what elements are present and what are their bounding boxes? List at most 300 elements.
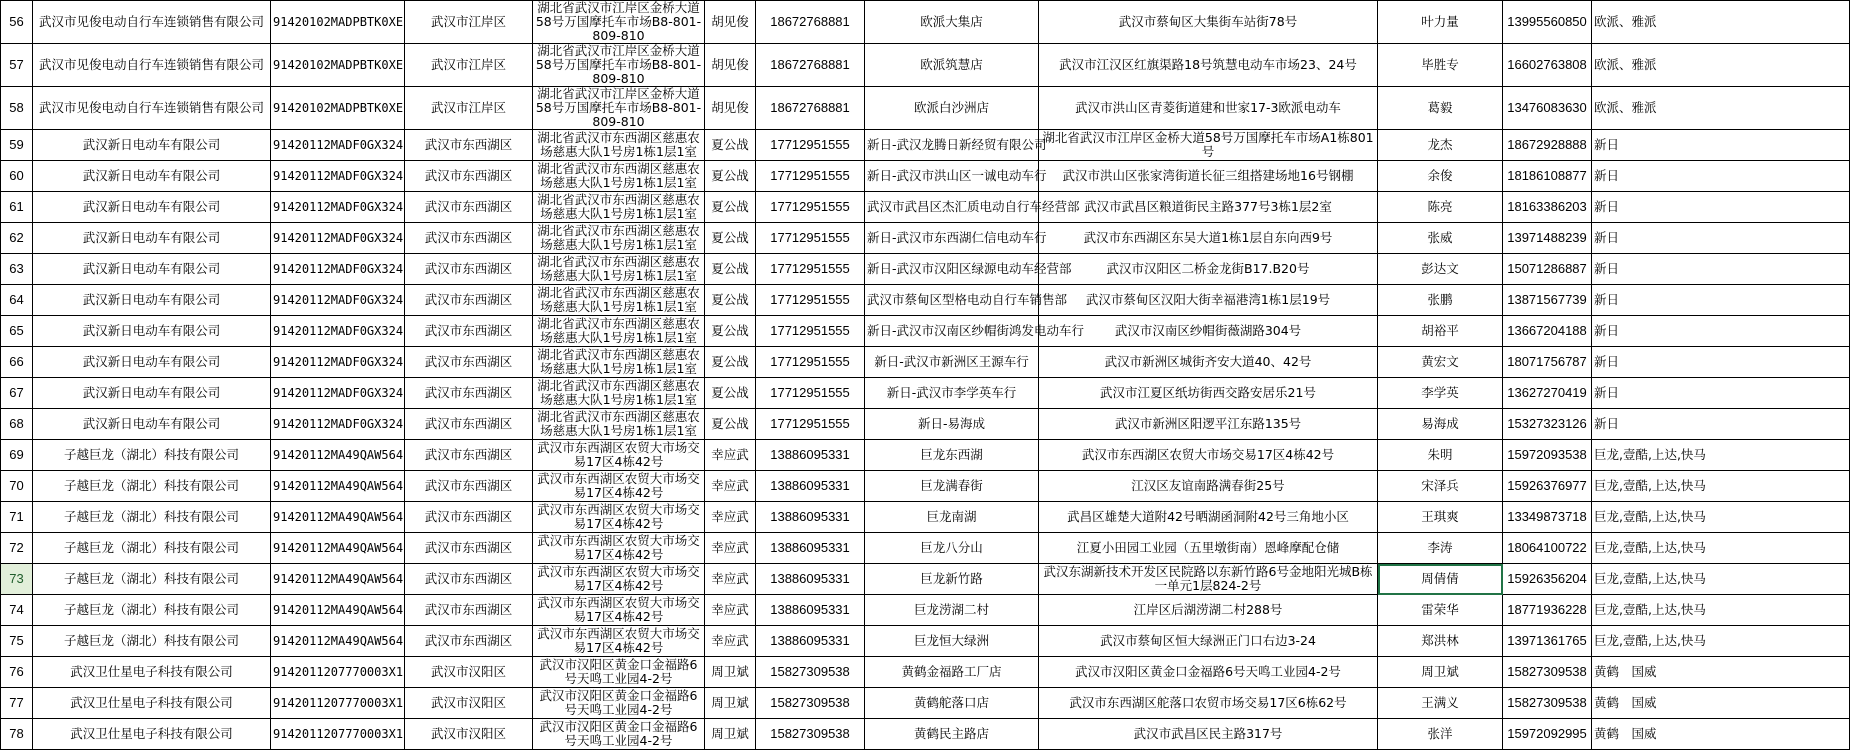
brand-cell[interactable]: 巨龙,壹酷,上达,快马: [1592, 564, 1850, 595]
legal-phone-cell[interactable]: 17712951555: [756, 130, 865, 161]
contact-phone-cell[interactable]: 18672928888: [1503, 130, 1592, 161]
company-name-cell[interactable]: 武汉新日电动车有限公司: [33, 192, 271, 223]
company-name-cell[interactable]: 武汉市见俊电动自行车连锁销售有限公司: [33, 87, 271, 130]
credit-code-cell[interactable]: 91420112MA49QAW564: [271, 471, 405, 502]
legal-person-cell[interactable]: 幸应武: [705, 626, 756, 657]
row-number-cell[interactable]: 63: [1, 254, 33, 285]
legal-person-cell[interactable]: 胡见俊: [705, 1, 756, 44]
store-name-cell[interactable]: 巨龙南湖: [865, 502, 1039, 533]
company-name-cell[interactable]: 武汉市见俊电动自行车连锁销售有限公司: [33, 44, 271, 87]
legal-phone-cell[interactable]: 17712951555: [756, 378, 865, 409]
legal-phone-cell[interactable]: 13886095331: [756, 564, 865, 595]
contact-phone-cell[interactable]: 15972093538: [1503, 440, 1592, 471]
store-address-cell[interactable]: 武汉市汉阳区黄金口金福路6号天鸣工业园4-2号: [1039, 657, 1378, 688]
legal-phone-cell[interactable]: 18672768881: [756, 87, 865, 130]
company-name-cell[interactable]: 子越巨龙（湖北）科技有限公司: [33, 502, 271, 533]
legal-person-cell[interactable]: 幸应武: [705, 471, 756, 502]
legal-phone-cell[interactable]: 15827309538: [756, 719, 865, 750]
contact-person-cell[interactable]: 龙杰: [1378, 130, 1503, 161]
store-name-cell[interactable]: 欧派大集店: [865, 1, 1039, 44]
legal-phone-cell[interactable]: 13886095331: [756, 595, 865, 626]
contact-phone-cell[interactable]: 13667204188: [1503, 316, 1592, 347]
district-cell[interactable]: 武汉市东西湖区: [405, 316, 533, 347]
registered-address-cell[interactable]: 湖北省武汉市江岸区金桥大道58号万国摩托车市场B8-801-809-810: [533, 87, 705, 130]
store-address-cell[interactable]: 武汉市东西湖区舵落口农贸市场交易17区6栋62号: [1039, 688, 1378, 719]
store-address-cell[interactable]: 武汉市蔡甸区汉阳大街幸福港湾1栋1层19号: [1039, 285, 1378, 316]
registered-address-cell[interactable]: 湖北省武汉市东西湖区慈惠农场慈惠大队1号房1栋1层1室: [533, 285, 705, 316]
table-row: [1, 130, 1850, 161]
contact-person-cell[interactable]: 张鹏: [1378, 285, 1503, 316]
brand-cell[interactable]: 新日: [1592, 285, 1850, 316]
brand-cell[interactable]: 新日: [1592, 409, 1850, 440]
row-number-cell[interactable]: 71: [1, 502, 33, 533]
table-body: [1, 1, 1850, 750]
row-number-cell[interactable]: 59: [1, 130, 33, 161]
company-name-cell[interactable]: 武汉新日电动车有限公司: [33, 378, 271, 409]
credit-code-cell[interactable]: 91420102MADPBTK0XE: [271, 44, 405, 87]
company-name-cell[interactable]: 武汉新日电动车有限公司: [33, 161, 271, 192]
district-cell[interactable]: 武汉市东西湖区: [405, 378, 533, 409]
contact-person-cell[interactable]: 彭达文: [1378, 254, 1503, 285]
contact-phone-cell[interactable]: 15827309538: [1503, 688, 1592, 719]
credit-code-cell[interactable]: 91420112MADF0GX324: [271, 130, 405, 161]
table-row: [1, 471, 1850, 502]
store-name-cell[interactable]: 武汉市武昌区杰汇质电动自行车经营部: [865, 192, 1039, 223]
legal-person-cell[interactable]: 夏公战: [705, 409, 756, 440]
brand-cell[interactable]: 巨龙,壹酷,上达,快马: [1592, 502, 1850, 533]
legal-phone-cell[interactable]: 13886095331: [756, 502, 865, 533]
registered-address-cell[interactable]: 湖北省武汉市东西湖区慈惠农场慈惠大队1号房1栋1层1室: [533, 192, 705, 223]
contact-phone-cell[interactable]: 15827309538: [1503, 657, 1592, 688]
store-name-cell[interactable]: 巨龙满春街: [865, 471, 1039, 502]
table-row: [1, 44, 1850, 87]
table-row: [1, 378, 1850, 409]
company-name-cell[interactable]: 武汉新日电动车有限公司: [33, 285, 271, 316]
legal-phone-cell[interactable]: 13886095331: [756, 533, 865, 564]
brand-cell[interactable]: 新日: [1592, 347, 1850, 378]
legal-phone-cell[interactable]: 17712951555: [756, 161, 865, 192]
company-name-cell[interactable]: 子越巨龙（湖北）科技有限公司: [33, 626, 271, 657]
store-address-cell[interactable]: 武汉市汉阳区二桥金龙街B17.B20号: [1039, 254, 1378, 285]
brand-cell[interactable]: 欧派、雅派: [1592, 87, 1850, 130]
credit-code-cell[interactable]: 91420112MA49QAW564: [271, 440, 405, 471]
contact-person-cell[interactable]: 陈亮: [1378, 192, 1503, 223]
legal-person-cell[interactable]: 幸应武: [705, 595, 756, 626]
store-name-cell[interactable]: 黄鹤舵落口店: [865, 688, 1039, 719]
registered-address-cell[interactable]: 湖北省武汉市东西湖区慈惠农场慈惠大队1号房1栋1层1室: [533, 409, 705, 440]
store-address-cell[interactable]: 武汉市江夏区纸坊街西交路安居乐21号: [1039, 378, 1378, 409]
contact-person-cell[interactable]: 张洋: [1378, 719, 1503, 750]
brand-cell[interactable]: 欧派、雅派: [1592, 1, 1850, 44]
table-row: [1, 626, 1850, 657]
legal-person-cell[interactable]: 夏公战: [705, 285, 756, 316]
credit-code-cell[interactable]: 91420112MADF0GX324: [271, 192, 405, 223]
table-row: [1, 688, 1850, 719]
store-name-cell[interactable]: 新日-武汉市李学英车行: [865, 378, 1039, 409]
row-number-cell[interactable]: 57: [1, 44, 33, 87]
row-number-cell[interactable]: 78: [1, 719, 33, 750]
contact-phone-cell[interactable]: 15327323126: [1503, 409, 1592, 440]
registered-address-cell[interactable]: 武汉市汉阳区黄金口金福路6号天鸣工业园4-2号: [533, 719, 705, 750]
store-name-cell[interactable]: 新日-武汉市新洲区王源车行: [865, 347, 1039, 378]
row-number-cell[interactable]: 68: [1, 409, 33, 440]
district-cell[interactable]: 武汉市东西湖区: [405, 161, 533, 192]
legal-phone-cell[interactable]: 13886095331: [756, 626, 865, 657]
credit-code-cell[interactable]: 91420112MADF0GX324: [271, 285, 405, 316]
contact-phone-cell[interactable]: 13995560850: [1503, 1, 1592, 44]
registered-address-cell[interactable]: 湖北省武汉市东西湖区慈惠农场慈惠大队1号房1栋1层1室: [533, 254, 705, 285]
contact-phone-cell[interactable]: 18064100722: [1503, 533, 1592, 564]
credit-code-cell[interactable]: 91420112MA49QAW564: [271, 533, 405, 564]
contact-phone-cell[interactable]: 13871567739: [1503, 285, 1592, 316]
row-number-cell[interactable]: 65: [1, 316, 33, 347]
table-row: [1, 502, 1850, 533]
brand-cell[interactable]: 黄鹤 国威: [1592, 719, 1850, 750]
contact-person-cell[interactable]: 毕胜专: [1378, 44, 1503, 87]
store-address-cell[interactable]: 江汉区友谊南路满春街25号: [1039, 471, 1378, 502]
contact-person-cell[interactable]: 周倩倩: [1378, 564, 1503, 595]
legal-person-cell[interactable]: 幸应武: [705, 533, 756, 564]
store-name-cell[interactable]: 巨龙恒大绿洲: [865, 626, 1039, 657]
store-address-cell[interactable]: 武汉市新洲区城街齐安大道40、42号: [1039, 347, 1378, 378]
contact-person-cell[interactable]: 叶力量: [1378, 1, 1503, 44]
table-row: [1, 161, 1850, 192]
credit-code-cell[interactable]: 91420112MA49QAW564: [271, 595, 405, 626]
store-name-cell[interactable]: 武汉市蔡甸区型格电动自行车销售部: [865, 285, 1039, 316]
store-name-cell[interactable]: 新日-武汉龙腾日新经贸有限公司: [865, 130, 1039, 161]
district-cell[interactable]: 武汉市东西湖区: [405, 130, 533, 161]
legal-person-cell[interactable]: 幸应武: [705, 564, 756, 595]
registered-address-cell[interactable]: 湖北省武汉市江岸区金桥大道58号万国摩托车市场B8-801-809-810: [533, 44, 705, 87]
company-name-cell[interactable]: 武汉新日电动车有限公司: [33, 347, 271, 378]
store-address-cell[interactable]: 湖北省武汉市江岸区金桥大道58号万国摩托车市场A1栋801号: [1039, 130, 1378, 161]
row-number-cell[interactable]: 61: [1, 192, 33, 223]
credit-code-cell[interactable]: 9142011207770003X1: [271, 657, 405, 688]
district-cell[interactable]: 武汉市东西湖区: [405, 347, 533, 378]
legal-phone-cell[interactable]: 17712951555: [756, 285, 865, 316]
contact-person-cell[interactable]: 易海成: [1378, 409, 1503, 440]
store-name-cell[interactable]: 新日-武汉市汉南区纱帽街鸿发电动车行: [865, 316, 1039, 347]
registered-address-cell[interactable]: 武汉市东西湖区农贸大市场交易17区4栋42号: [533, 626, 705, 657]
credit-code-cell[interactable]: 9142011207770003X1: [271, 688, 405, 719]
contact-person-cell[interactable]: 葛毅: [1378, 87, 1503, 130]
store-address-cell[interactable]: 武汉市洪山区青菱街道建和世家17-3欧派电动车: [1039, 87, 1378, 130]
registered-address-cell[interactable]: 湖北省武汉市东西湖区慈惠农场慈惠大队1号房1栋1层1室: [533, 161, 705, 192]
district-cell[interactable]: 武汉市东西湖区: [405, 192, 533, 223]
company-name-cell[interactable]: 武汉新日电动车有限公司: [33, 223, 271, 254]
store-name-cell[interactable]: 黄鹤民主路店: [865, 719, 1039, 750]
district-cell[interactable]: 武汉市汉阳区: [405, 719, 533, 750]
store-name-cell[interactable]: 新日-武汉市洪山区一诚电动车行: [865, 161, 1039, 192]
row-number-cell[interactable]: 64: [1, 285, 33, 316]
credit-code-cell[interactable]: 91420112MADF0GX324: [271, 347, 405, 378]
company-name-cell[interactable]: 子越巨龙（湖北）科技有限公司: [33, 564, 271, 595]
table-row: [1, 192, 1850, 223]
store-address-cell[interactable]: 武汉市蔡甸区大集街车站街78号: [1039, 1, 1378, 44]
company-name-cell[interactable]: 子越巨龙（湖北）科技有限公司: [33, 533, 271, 564]
store-name-cell[interactable]: 新日-武汉市汉阳区绿源电动车经营部: [865, 254, 1039, 285]
brand-cell[interactable]: 黄鹤 国威: [1592, 688, 1850, 719]
store-name-cell[interactable]: 巨龙八分山: [865, 533, 1039, 564]
legal-phone-cell[interactable]: 17712951555: [756, 254, 865, 285]
credit-code-cell[interactable]: 9142011207770003X1: [271, 719, 405, 750]
contact-phone-cell[interactable]: 18771936228: [1503, 595, 1592, 626]
table-row: [1, 316, 1850, 347]
store-address-cell[interactable]: 武汉市东西湖区东吴大道1栋1层自东向西9号: [1039, 223, 1378, 254]
legal-phone-cell[interactable]: 15827309538: [756, 688, 865, 719]
store-address-cell[interactable]: 武汉市洪山区张家湾街道长征三组搭建场地16号钢棚: [1039, 161, 1378, 192]
store-name-cell[interactable]: 新日-易海成: [865, 409, 1039, 440]
credit-code-cell[interactable]: 91420102MADPBTK0XE: [271, 87, 405, 130]
contact-person-cell[interactable]: 王琪爽: [1378, 502, 1503, 533]
table-row: [1, 409, 1850, 440]
registered-address-cell[interactable]: 武汉市汉阳区黄金口金福路6号天鸣工业园4-2号: [533, 657, 705, 688]
contact-phone-cell[interactable]: 15926356204: [1503, 564, 1592, 595]
company-name-cell[interactable]: 武汉卫仕星电子科技有限公司: [33, 688, 271, 719]
table-row: [1, 254, 1850, 285]
table-row: [1, 533, 1850, 564]
brand-cell[interactable]: 新日: [1592, 192, 1850, 223]
legal-person-cell[interactable]: 周卫斌: [705, 657, 756, 688]
credit-code-cell[interactable]: 91420112MA49QAW564: [271, 502, 405, 533]
brand-cell[interactable]: 黄鹤 国威: [1592, 657, 1850, 688]
brand-cell[interactable]: 巨龙,壹酷,上达,快马: [1592, 595, 1850, 626]
registered-address-cell[interactable]: 湖北省武汉市东西湖区慈惠农场慈惠大队1号房1栋1层1室: [533, 347, 705, 378]
credit-code-cell[interactable]: 91420112MA49QAW564: [271, 564, 405, 595]
contact-person-cell[interactable]: 雷荣华: [1378, 595, 1503, 626]
contact-phone-cell[interactable]: 18071756787: [1503, 347, 1592, 378]
legal-person-cell[interactable]: 夏公战: [705, 192, 756, 223]
contact-phone-cell[interactable]: 15071286887: [1503, 254, 1592, 285]
row-number-cell[interactable]: 69: [1, 440, 33, 471]
registered-address-cell[interactable]: 武汉市汉阳区黄金口金福路6号天鸣工业园4-2号: [533, 688, 705, 719]
legal-person-cell[interactable]: 周卫斌: [705, 719, 756, 750]
contact-person-cell[interactable]: 余俊: [1378, 161, 1503, 192]
contact-phone-cell[interactable]: 18163386203: [1503, 192, 1592, 223]
company-name-cell[interactable]: 武汉卫仕星电子科技有限公司: [33, 719, 271, 750]
legal-person-cell[interactable]: 夏公战: [705, 161, 756, 192]
legal-phone-cell[interactable]: 18672768881: [756, 44, 865, 87]
contact-phone-cell[interactable]: 13476083630: [1503, 87, 1592, 130]
registered-address-cell[interactable]: 湖北省武汉市江岸区金桥大道58号万国摩托车市场B8-801-809-810: [533, 1, 705, 44]
brand-cell[interactable]: 新日: [1592, 130, 1850, 161]
store-name-cell[interactable]: 巨龙新竹路: [865, 564, 1039, 595]
legal-person-cell[interactable]: 幸应武: [705, 502, 756, 533]
legal-person-cell[interactable]: 夏公战: [705, 223, 756, 254]
company-name-cell[interactable]: 武汉新日电动车有限公司: [33, 316, 271, 347]
contact-phone-cell[interactable]: 18186108877: [1503, 161, 1592, 192]
district-cell[interactable]: 武汉市江岸区: [405, 1, 533, 44]
district-cell[interactable]: 武汉市东西湖区: [405, 502, 533, 533]
table-row: [1, 1, 1850, 44]
credit-code-cell[interactable]: 91420112MA49QAW564: [271, 626, 405, 657]
credit-code-cell[interactable]: 91420102MADPBTK0XE: [271, 1, 405, 44]
contact-person-cell[interactable]: 宋泽兵: [1378, 471, 1503, 502]
table-row: [1, 87, 1850, 130]
store-address-cell[interactable]: 武汉市新洲区阳逻平江东路135号: [1039, 409, 1378, 440]
district-cell[interactable]: 武汉市东西湖区: [405, 626, 533, 657]
district-cell[interactable]: 武汉市东西湖区: [405, 595, 533, 626]
legal-person-cell[interactable]: 胡见俊: [705, 87, 756, 130]
store-name-cell[interactable]: 欧派白沙洲店: [865, 87, 1039, 130]
legal-phone-cell[interactable]: 17712951555: [756, 347, 865, 378]
row-number-cell[interactable]: 77: [1, 688, 33, 719]
company-name-cell[interactable]: 武汉市见俊电动自行车连锁销售有限公司: [33, 1, 271, 44]
credit-code-cell[interactable]: 91420112MADF0GX324: [271, 316, 405, 347]
contact-phone-cell[interactable]: 16602763808: [1503, 44, 1592, 87]
brand-cell[interactable]: 新日: [1592, 161, 1850, 192]
registered-address-cell[interactable]: 湖北省武汉市东西湖区慈惠农场慈惠大队1号房1栋1层1室: [533, 378, 705, 409]
legal-phone-cell[interactable]: 17712951555: [756, 223, 865, 254]
row-number-cell[interactable]: 66: [1, 347, 33, 378]
table-row: [1, 595, 1850, 626]
contact-phone-cell[interactable]: 13971488239: [1503, 223, 1592, 254]
registered-address-cell[interactable]: 湖北省武汉市东西湖区慈惠农场慈惠大队1号房1栋1层1室: [533, 223, 705, 254]
brand-cell[interactable]: 巨龙,壹酷,上达,快马: [1592, 626, 1850, 657]
district-cell[interactable]: 武汉市东西湖区: [405, 223, 533, 254]
registered-address-cell[interactable]: 武汉市东西湖区农贸大市场交易17区4栋42号: [533, 471, 705, 502]
row-number-cell[interactable]: 75: [1, 626, 33, 657]
table-row: [1, 564, 1850, 595]
brand-cell[interactable]: 新日: [1592, 378, 1850, 409]
store-address-cell[interactable]: 武汉市蔡甸区恒大绿洲正门口右边3-24: [1039, 626, 1378, 657]
credit-code-cell[interactable]: 91420112MADF0GX324: [271, 409, 405, 440]
company-name-cell[interactable]: 子越巨龙（湖北）科技有限公司: [33, 440, 271, 471]
contact-phone-cell[interactable]: 15926376977: [1503, 471, 1592, 502]
legal-phone-cell[interactable]: 18672768881: [756, 1, 865, 44]
brand-cell[interactable]: 新日: [1592, 254, 1850, 285]
contact-person-cell[interactable]: 张威: [1378, 223, 1503, 254]
company-name-cell[interactable]: 武汉卫仕星电子科技有限公司: [33, 657, 271, 688]
registered-address-cell[interactable]: 武汉市东西湖区农贸大市场交易17区4栋42号: [533, 502, 705, 533]
store-address-cell[interactable]: 武汉市汉南区纱帽街薇湖路304号: [1039, 316, 1378, 347]
company-name-cell[interactable]: 武汉新日电动车有限公司: [33, 409, 271, 440]
store-name-cell[interactable]: 欧派筑慧店: [865, 44, 1039, 87]
row-number-cell[interactable]: 70: [1, 471, 33, 502]
row-number-cell[interactable]: 62: [1, 223, 33, 254]
row-number-cell[interactable]: 58: [1, 87, 33, 130]
legal-person-cell[interactable]: 周卫斌: [705, 688, 756, 719]
contact-person-cell[interactable]: 李学英: [1378, 378, 1503, 409]
company-name-cell[interactable]: 武汉新日电动车有限公司: [33, 254, 271, 285]
district-cell[interactable]: 武汉市江岸区: [405, 87, 533, 130]
brand-cell[interactable]: 欧派、雅派: [1592, 44, 1850, 87]
credit-code-cell[interactable]: 91420112MADF0GX324: [271, 378, 405, 409]
contact-phone-cell[interactable]: 15972092995: [1503, 719, 1592, 750]
credit-code-cell[interactable]: 91420112MADF0GX324: [271, 254, 405, 285]
row-number-cell[interactable]: 56: [1, 1, 33, 44]
brand-cell[interactable]: 巨龙,壹酷,上达,快马: [1592, 533, 1850, 564]
legal-phone-cell[interactable]: 17712951555: [756, 192, 865, 223]
district-cell[interactable]: 武汉市东西湖区: [405, 471, 533, 502]
store-address-cell[interactable]: 武汉市东西湖区农贸大市场交易17区4栋42号: [1039, 440, 1378, 471]
contact-phone-cell[interactable]: 13971361765: [1503, 626, 1592, 657]
legal-person-cell[interactable]: 夏公战: [705, 316, 756, 347]
brand-cell[interactable]: 巨龙,壹酷,上达,快马: [1592, 471, 1850, 502]
table-row: [1, 347, 1850, 378]
store-address-cell[interactable]: 江夏小田园工业园（五里墩街南）恩峰摩配仓储: [1039, 533, 1378, 564]
store-address-cell[interactable]: 武汉东湖新技术开发区民院路以东新竹路6号金地阳光城B栋一单元1层824-2号: [1039, 564, 1378, 595]
store-name-cell[interactable]: 新日-武汉市东西湖仁信电动车行: [865, 223, 1039, 254]
contact-person-cell[interactable]: 李涛: [1378, 533, 1503, 564]
brand-cell[interactable]: 新日: [1592, 316, 1850, 347]
legal-person-cell[interactable]: 夏公战: [705, 130, 756, 161]
row-number-cell[interactable]: 76: [1, 657, 33, 688]
legal-phone-cell[interactable]: 15827309538: [756, 657, 865, 688]
contact-person-cell[interactable]: 周卫斌: [1378, 657, 1503, 688]
district-cell[interactable]: 武汉市汉阳区: [405, 688, 533, 719]
table-row: [1, 285, 1850, 316]
store-address-cell[interactable]: 武汉市武昌区民主路317号: [1039, 719, 1378, 750]
legal-person-cell[interactable]: 夏公战: [705, 378, 756, 409]
legal-phone-cell[interactable]: 13886095331: [756, 471, 865, 502]
legal-person-cell[interactable]: 幸应武: [705, 440, 756, 471]
district-cell[interactable]: 武汉市东西湖区: [405, 533, 533, 564]
registered-address-cell[interactable]: 武汉市东西湖区农贸大市场交易17区4栋42号: [533, 564, 705, 595]
legal-person-cell[interactable]: 夏公战: [705, 347, 756, 378]
registered-address-cell[interactable]: 湖北省武汉市东西湖区慈惠农场慈惠大队1号房1栋1层1室: [533, 316, 705, 347]
contact-person-cell[interactable]: 朱明: [1378, 440, 1503, 471]
legal-person-cell[interactable]: 夏公战: [705, 254, 756, 285]
registered-address-cell[interactable]: 武汉市东西湖区农贸大市场交易17区4栋42号: [533, 595, 705, 626]
contact-person-cell[interactable]: 胡裕平: [1378, 316, 1503, 347]
store-name-cell[interactable]: 黄鹤金福路工厂店: [865, 657, 1039, 688]
row-number-cell[interactable]: 60: [1, 161, 33, 192]
district-cell[interactable]: 武汉市江岸区: [405, 44, 533, 87]
brand-cell[interactable]: 巨龙,壹酷,上达,快马: [1592, 440, 1850, 471]
contact-phone-cell[interactable]: 13349873718: [1503, 502, 1592, 533]
contact-person-cell[interactable]: 郑洪林: [1378, 626, 1503, 657]
registered-address-cell[interactable]: 湖北省武汉市东西湖区慈惠农场慈惠大队1号房1栋1层1室: [533, 130, 705, 161]
store-address-cell[interactable]: 武汉市江汉区红旗渠路18号筑慧电动车市场23、24号: [1039, 44, 1378, 87]
store-name-cell[interactable]: 巨龙涝湖二村: [865, 595, 1039, 626]
legal-phone-cell[interactable]: 17712951555: [756, 409, 865, 440]
store-address-cell[interactable]: 武汉市武昌区粮道街民主路377号3栋1层2室: [1039, 192, 1378, 223]
district-cell[interactable]: 武汉市东西湖区: [405, 440, 533, 471]
store-address-cell[interactable]: 武昌区雄楚大道附42号晒湖函洞附42号三角地小区: [1039, 502, 1378, 533]
district-cell[interactable]: 武汉市东西湖区: [405, 285, 533, 316]
row-number-cell[interactable]: 72: [1, 533, 33, 564]
district-cell[interactable]: 武汉市东西湖区: [405, 254, 533, 285]
store-name-cell[interactable]: 巨龙东西湖: [865, 440, 1039, 471]
credit-code-cell[interactable]: 91420112MADF0GX324: [271, 161, 405, 192]
contact-person-cell[interactable]: 王满义: [1378, 688, 1503, 719]
table-row: [1, 440, 1850, 471]
contact-person-cell[interactable]: 黄宏文: [1378, 347, 1503, 378]
registered-address-cell[interactable]: 武汉市东西湖区农贸大市场交易17区4栋42号: [533, 533, 705, 564]
legal-phone-cell[interactable]: 17712951555: [756, 316, 865, 347]
district-cell[interactable]: 武汉市东西湖区: [405, 409, 533, 440]
district-cell[interactable]: 武汉市汉阳区: [405, 657, 533, 688]
brand-cell[interactable]: 新日: [1592, 223, 1850, 254]
legal-phone-cell[interactable]: 13886095331: [756, 440, 865, 471]
company-name-cell[interactable]: 子越巨龙（湖北）科技有限公司: [33, 471, 271, 502]
table-row: [1, 657, 1850, 688]
table-row: [1, 223, 1850, 254]
registered-address-cell[interactable]: 武汉市东西湖区农贸大市场交易17区4栋42号: [533, 440, 705, 471]
row-number-cell[interactable]: 73: [1, 564, 33, 595]
contact-phone-cell[interactable]: 13627270419: [1503, 378, 1592, 409]
credit-code-cell[interactable]: 91420112MADF0GX324: [271, 223, 405, 254]
company-name-cell[interactable]: 武汉新日电动车有限公司: [33, 130, 271, 161]
legal-person-cell[interactable]: 胡见俊: [705, 44, 756, 87]
company-name-cell[interactable]: 子越巨龙（湖北）科技有限公司: [33, 595, 271, 626]
district-cell[interactable]: 武汉市东西湖区: [405, 564, 533, 595]
store-address-cell[interactable]: 江岸区后湖涝湖二村288号: [1039, 595, 1378, 626]
row-number-cell[interactable]: 67: [1, 378, 33, 409]
row-number-cell[interactable]: 74: [1, 595, 33, 626]
table-row: [1, 719, 1850, 750]
